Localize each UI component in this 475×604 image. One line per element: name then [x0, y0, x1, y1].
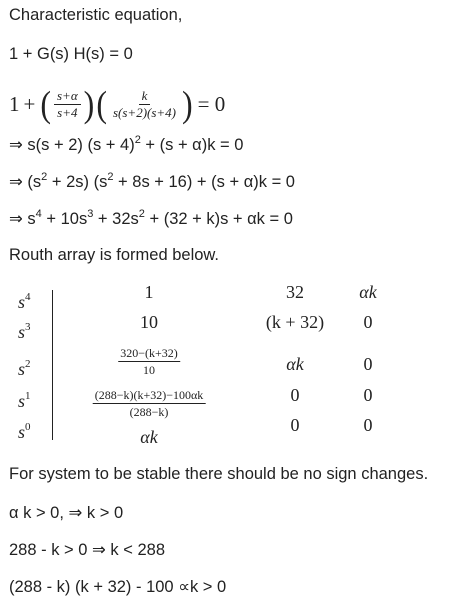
line-polynomial	[9, 209, 293, 229]
cell-s2-col3: 0	[363, 354, 373, 374]
fraction-s2	[118, 346, 180, 377]
paren-close: )	[83, 83, 95, 125]
paren-open: (	[96, 83, 107, 125]
fraction-one	[54, 89, 81, 120]
fraction-two-denominator: s(s+2)(s+4)	[112, 104, 177, 120]
cell-s0-col1: αk	[140, 427, 158, 447]
text: ⇒ s	[9, 210, 36, 228]
cell-s4-col3: αk	[359, 282, 377, 302]
row-label-s1: $s^1$	[18, 390, 31, 411]
cell-s2-col1	[118, 341, 180, 377]
cell-s1-col2: 0	[290, 385, 300, 405]
row-label-s0: $s^0$	[18, 421, 31, 442]
cell-s2-col2: αk	[286, 354, 304, 374]
row-label-s2: $s^2$	[18, 358, 31, 379]
row-label-s3: $s^3$	[18, 321, 31, 342]
superscript: 2	[41, 171, 48, 183]
line-stability-condition: For system to be stable there should be no sign changes.	[9, 465, 429, 483]
fraction-two	[110, 89, 179, 120]
line-condition-1: α k > 0, ⇒ k > 0	[9, 504, 124, 522]
text: ⇒ (s	[9, 173, 42, 191]
fraction-one-denominator: s+4	[57, 104, 78, 120]
routh-divider	[52, 290, 53, 440]
superscript: 3	[87, 208, 94, 220]
numerator: (288−k)(k+32)−100αk	[94, 388, 204, 402]
routh-array	[0, 278, 475, 448]
line-expanded-2	[9, 172, 295, 192]
line-gh-equation: 1 + G(s) H(s) = 0	[9, 45, 133, 63]
line-condition-2: 288 - k > 0 ⇒ k < 288	[9, 541, 166, 559]
line-condition-3: (288 - k) (k + 32) - 100 ∝k > 0	[9, 578, 227, 596]
eq-rhs: = 0	[197, 91, 226, 116]
eq-one: 1	[9, 91, 20, 116]
cell-s3-col2: (k + 32)	[265, 312, 325, 332]
paren-close: )	[182, 83, 193, 125]
cell-s1-col1	[93, 383, 206, 419]
fraction-two-numerator: k	[139, 89, 151, 105]
superscript: 2	[134, 134, 141, 146]
superscript: 2	[138, 208, 145, 220]
cell-s1-col3: 0	[363, 385, 373, 405]
denominator: (288−k)	[129, 405, 169, 419]
text: + 2s) (s	[47, 173, 108, 191]
cell-s4-col1: 1	[144, 282, 154, 302]
cell-s3-col1: 10	[140, 312, 158, 332]
line-routh-intro: Routh array is formed below.	[9, 246, 220, 264]
denominator: 10	[143, 363, 155, 377]
line-characteristic-equation: Characteristic equation,	[9, 6, 183, 24]
cell-s0-col3: 0	[363, 415, 373, 435]
text: + (s + α)k = 0	[140, 136, 244, 154]
fraction-one-numerator: s+α	[54, 89, 81, 105]
characteristic-equation-fraction-form	[9, 83, 226, 125]
text: + 10s	[41, 210, 88, 228]
text: + 32s	[93, 210, 139, 228]
cell-s4-col2: 32	[286, 282, 304, 302]
eq-plus: +	[23, 91, 36, 116]
numerator: 320−(k+32)	[120, 346, 178, 360]
text: ⇒ s(s + 2) (s + 4)	[9, 136, 135, 154]
line-expanded-1	[9, 135, 243, 155]
text: + 8s + 16) + (s + α)k = 0	[113, 173, 295, 191]
superscript: 4	[35, 208, 42, 220]
superscript: 2	[107, 171, 114, 183]
cell-s0-col2: 0	[290, 415, 300, 435]
cell-s3-col3: 0	[363, 312, 373, 332]
paren-open: (	[40, 83, 51, 125]
row-label-s4: $s^4$	[18, 291, 31, 312]
text: + (32 + k)s + αk = 0	[144, 210, 293, 228]
fraction-s1	[93, 388, 206, 419]
